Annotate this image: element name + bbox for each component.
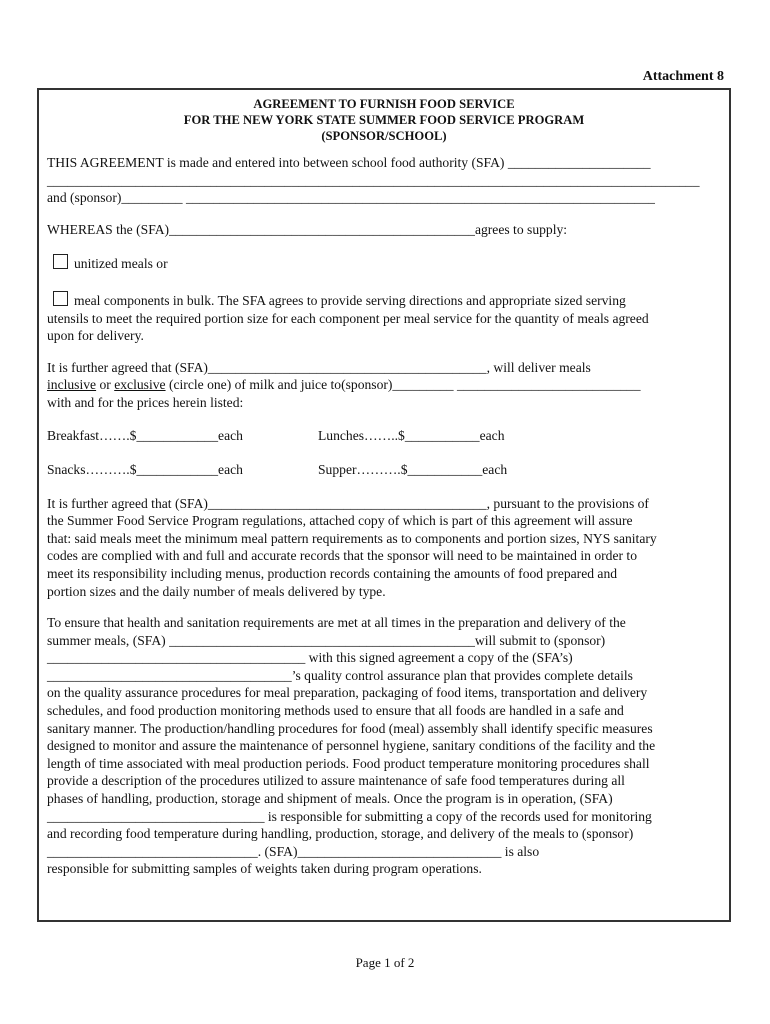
option-bulk bbox=[53, 291, 721, 310]
option-unitized-label: unitized meals or bbox=[74, 256, 168, 272]
health-line-9: length of time associated with meal production periods. Food product temperature monitoring procedures shall bbox=[47, 755, 650, 771]
price-row-2 bbox=[47, 462, 721, 480]
further-agreed-line-2 bbox=[47, 376, 721, 394]
option-unitized bbox=[53, 254, 721, 273]
agreement-title bbox=[47, 96, 721, 144]
snacks-price: Snacks……….$____________each bbox=[47, 461, 243, 477]
health-line-6: schedules, and food production monitoring methods used to ensure that all foods are handled in a safe and bbox=[47, 703, 624, 719]
health-line-1: To ensure that health and sanitation requirements are met at all times in the preparation and delivery of the bbox=[47, 615, 626, 631]
provisions-line-4: codes are complied with and full and accurate records that the sponsor will need to be maintained in order to bbox=[47, 548, 637, 564]
further-agreed-line-1: It is further agreed that (SFA)_________________________________________, will deliver meals bbox=[47, 359, 591, 375]
provisions-line-1: It is further agreed that (SFA)_________________________________________, pursuant to the provisions of bbox=[47, 495, 649, 511]
health-line-8: designed to monitor and assure the maintenance of personnel hygiene, sanitary conditions of the facility and the bbox=[47, 738, 656, 754]
lunches-price: Lunches……..$___________each bbox=[318, 427, 505, 443]
health-line-13: and recording food temperature during handling, production, storage, and delivery of the meals to (sponsor) bbox=[47, 826, 634, 842]
provisions-line-3: that: said meals meet the minimum meal pattern requirements as to components and portion sizes, NYS sanitary bbox=[47, 530, 657, 546]
title-line-3: (SPONSOR/SCHOOL) bbox=[321, 129, 447, 143]
health-line-14: _______________________________. (SFA)______________________________ is also bbox=[47, 843, 540, 859]
bulk-line-3: upon for delivery. bbox=[47, 328, 144, 344]
price-row-1 bbox=[47, 428, 721, 446]
intro-line-1: THIS AGREEMENT is made and entered into between school food authority (SFA) _____________________ bbox=[47, 155, 651, 170]
health-line-12: ________________________________ is responsible for submitting a copy of the records used for monitoring bbox=[47, 808, 652, 824]
title-line-2: FOR THE NEW YORK STATE SUMMER FOOD SERVICE PROGRAM bbox=[183, 113, 585, 127]
agreement-content bbox=[47, 96, 721, 878]
breakfast-price: Breakfast…….$____________each bbox=[47, 427, 243, 443]
intro-line-3: and (sponsor)_________ _____________________________________________________________________ bbox=[47, 190, 655, 206]
unitized-checkbox[interactable] bbox=[53, 254, 68, 269]
bulk-checkbox[interactable] bbox=[53, 291, 68, 306]
supper-price: Supper……….$___________each bbox=[318, 461, 508, 477]
title-line-1: AGREEMENT TO FURNISH FOOD SERVICE bbox=[253, 97, 515, 111]
further-agreed-line-2-rest: (circle one) of milk and juice to(sponsor)_________ ___________________________ bbox=[165, 377, 641, 393]
whereas-line: WHEREAS the (SFA)_____________________________________________agrees to supply: bbox=[47, 221, 568, 237]
health-line-5: on the quality assurance procedures for meal preparation, packaging of food items, transportation and delivery bbox=[47, 685, 648, 701]
bulk-line-2: utensils to meet the required portion size for each component per meal service for the quantity of meals agreed bbox=[47, 310, 649, 326]
health-line-2: summer meals, (SFA) _____________________________________________will submit to (sponsor) bbox=[47, 632, 606, 648]
health-line-15: responsible for submitting samples of weights taken during program operations. bbox=[47, 861, 482, 877]
option-bulk-label: meal components in bulk. The SFA agrees to provide serving directions and appropriate sized serving bbox=[74, 292, 626, 308]
exclusive-option[interactable]: exclusive bbox=[114, 377, 166, 393]
agreement-box bbox=[37, 88, 731, 922]
inclusive-option[interactable]: inclusive bbox=[47, 377, 97, 393]
health-line-4: ____________________________________’s quality control assurance plan that provides complete details bbox=[47, 667, 633, 683]
health-line-3: ______________________________________ with this signed agreement a copy of the (SFA’s) bbox=[47, 650, 573, 666]
intro-line-2: ________________________________________________________________________________________________ bbox=[47, 172, 700, 188]
provisions-line-2: the Summer Food Service Program regulations, attached copy of which is part of this agreement will assure bbox=[47, 513, 633, 529]
attachment-label: Attachment 8 bbox=[642, 69, 724, 84]
or-text: or bbox=[96, 377, 115, 393]
health-line-11: phases of handling, production, storage and shipment of meals. Once the program is in operation, (SFA) bbox=[47, 791, 613, 807]
health-line-10: provide a description of the procedures utilized to assure maintenance of safe food temperatures during all bbox=[47, 773, 625, 789]
health-line-7: sanitary manner. The production/handling procedures for food (meal) assembly shall identify specific measures bbox=[47, 720, 653, 736]
further-agreed-line-3: with and for the prices herein listed: bbox=[47, 394, 244, 410]
provisions-line-5: meet its responsibility including menus, production records containing the amounts of food prepared and bbox=[47, 565, 618, 581]
page-number: Page 1 of 2 bbox=[355, 955, 415, 970]
provisions-line-6: portion sizes and the daily number of meals delivered by type. bbox=[47, 583, 386, 599]
